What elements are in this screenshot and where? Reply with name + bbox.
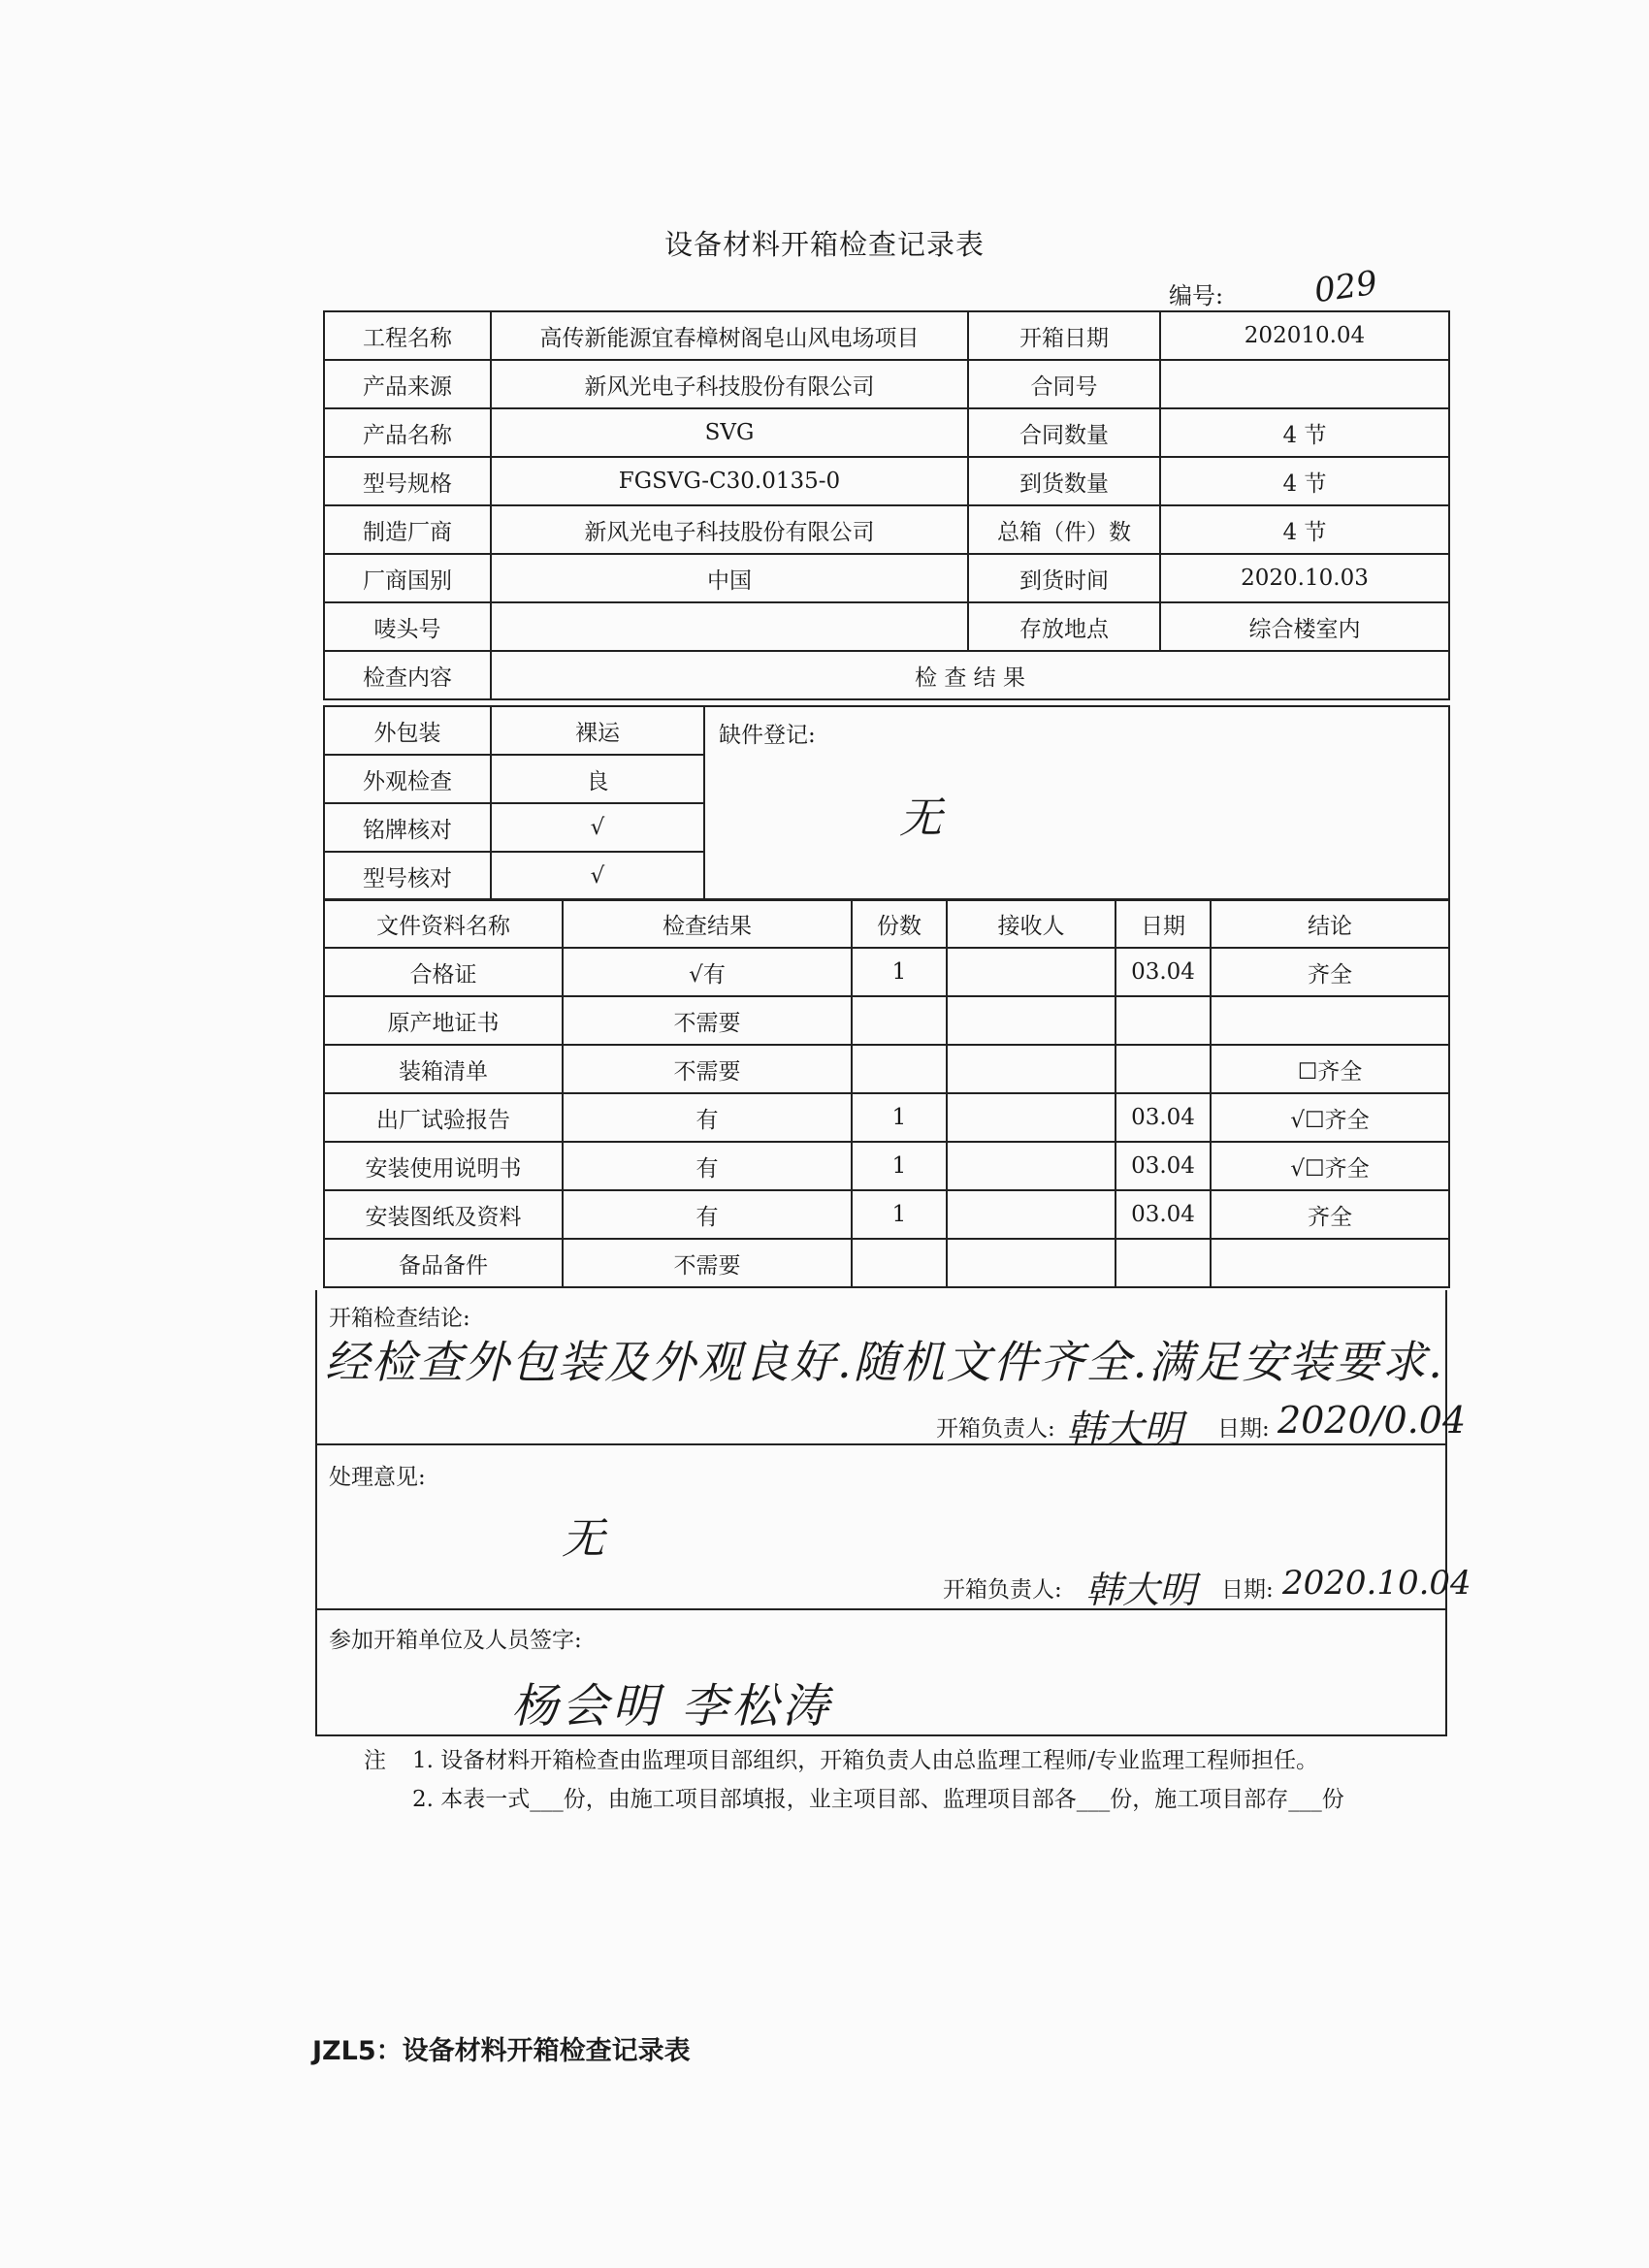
info-value: 新风光电子科技股份有限公司 [491,360,968,408]
table-cell: 03.04 [1116,948,1211,996]
table-cell [852,1239,947,1287]
info-value: SVG [491,408,968,457]
table-cell: 不需要 [563,996,852,1045]
table-cell: 不需要 [563,1045,852,1093]
table-cell: 齐全 [1211,1190,1449,1239]
table-cell: 安装图纸及资料 [324,1190,563,1239]
notes-line-1: 1. 设备材料开箱检查由监理项目部组织，开箱负责人由总监理工程师/专业监理工程师担任。 [412,1748,1319,1773]
item-value: 裸运 [491,706,704,755]
participants-label: 参加开箱单位及人员签字: [329,1628,582,1653]
info-label: 存放地点 [968,602,1160,651]
info-label: 产品来源 [324,360,491,408]
item-label: 外观检查 [324,755,491,803]
table-cell [947,1190,1116,1239]
opinion-responsible-signature: 韩大明 [1085,1569,1197,1611]
info-label: 合同数量 [968,408,1160,457]
info-label: 到货时间 [968,554,1160,602]
table-cell: 安装使用说明书 [324,1142,563,1190]
docs-header-cell: 份数 [852,899,947,948]
participants-panel [315,1608,1447,1736]
table-cell [1116,1045,1211,1093]
docs-header-cell: 文件资料名称 [324,899,563,948]
table-cell: 备品备件 [324,1239,563,1287]
table-row [324,948,1449,996]
table-row [324,996,1449,1045]
conclusion-responsible-label: 开箱负责人: [936,1416,1055,1442]
participants-signatures: 杨会明 李松涛 [511,1679,833,1733]
table-cell: 装箱清单 [324,1045,563,1093]
info-row [324,360,1449,408]
conclusion-label: 开箱检查结论: [329,1306,470,1331]
info-row [324,505,1449,554]
info-label: 唛头号 [324,602,491,651]
opinion-date-value: 2020.10.04 [1282,1564,1471,1603]
inspection-result-label: 检 查 结 果 [491,651,1449,699]
table-cell: √有 [563,948,852,996]
opinion-label: 处理意见: [329,1465,426,1490]
info-value: FGSVG-C30.0135-0 [491,457,968,505]
docs-header-cell: 接收人 [947,899,1116,948]
info-value: 高传新能源宜春樟树阁皂山风电场项目 [491,311,968,360]
info-row [324,408,1449,457]
info-label: 型号规格 [324,457,491,505]
serial-label: 编号: [1169,282,1224,309]
shortage-label: 缺件登记: [719,723,816,748]
table-cell: 03.04 [1116,1093,1211,1142]
table-cell [947,1239,1116,1287]
table-cell [1116,996,1211,1045]
info-label: 产品名称 [324,408,491,457]
table-cell [947,1045,1116,1093]
item-label: 铭牌核对 [324,803,491,852]
notes-prefix: 注 [364,1748,386,1773]
table-cell: ☐齐全 [1211,1045,1449,1093]
info-row [324,311,1449,360]
info-row [324,554,1449,602]
table-cell [947,948,1116,996]
table-cell: 03.04 [1116,1142,1211,1190]
table-cell: 不需要 [563,1239,852,1287]
info-value: 2020.10.03 [1160,554,1449,602]
table-row [324,1190,1449,1239]
notes-line-2: 2. 本表一式___份，由施工项目部填报，业主项目部、监理项目部各___份，施工项目部存___份 [412,1787,1344,1812]
info-label: 总箱（件）数 [968,505,1160,554]
item-label: 型号核对 [324,852,491,900]
table-cell [947,1142,1116,1190]
table-cell [1211,996,1449,1045]
table-cell [852,996,947,1045]
conclusion-date-value: 2020/0.04 [1277,1399,1467,1442]
info-row [324,457,1449,505]
table-cell: 合格证 [324,948,563,996]
info-label: 合同号 [968,360,1160,408]
opinion-date-label: 日期: [1221,1577,1274,1603]
table-row [324,1239,1449,1287]
table-cell [947,1093,1116,1142]
info-value [491,602,968,651]
table-cell: 齐全 [1211,948,1449,996]
conclusion-date-label: 日期: [1217,1416,1270,1442]
info-label: 工程名称 [324,311,491,360]
opinion-text: 无 [562,1514,604,1564]
info-label: 到货数量 [968,457,1160,505]
table-cell: √☐齐全 [1211,1142,1449,1190]
opinion-responsible-label: 开箱负责人: [943,1577,1062,1603]
info-value [1160,360,1449,408]
item-value: 良 [491,755,704,803]
table-cell [852,1045,947,1093]
table-cell: 有 [563,1093,852,1142]
info-value: 4 节 [1160,457,1449,505]
docs-header-cell: 日期 [1116,899,1211,948]
table-cell [1116,1239,1211,1287]
inspection-content-label: 检查内容 [324,651,491,699]
table-cell: √☐齐全 [1211,1093,1449,1142]
table-row [324,1045,1449,1093]
table-cell: 1 [852,948,947,996]
basic-info-table [323,310,1450,700]
serial-value: 029 [1311,263,1380,311]
info-label: 制造厂商 [324,505,491,554]
opinion-panel [315,1443,1471,1611]
inspection-items-table [323,705,1450,901]
info-value: 4 节 [1160,408,1449,457]
table-cell: 有 [563,1190,852,1239]
page-title: 设备材料开箱检查记录表 [663,228,985,261]
table-cell [947,996,1116,1045]
table-cell: 出厂试验报告 [324,1093,563,1142]
docs-header-cell: 检查结果 [563,899,852,948]
table-row [324,1093,1449,1142]
info-value: 202010.04 [1160,311,1449,360]
item-label: 外包装 [324,706,491,755]
item-value: √ [491,803,704,852]
info-value: 综合楼室内 [1160,602,1449,651]
table-cell: 原产地证书 [324,996,563,1045]
table-cell: 1 [852,1190,947,1239]
conclusion-panel [315,1290,1467,1452]
table-cell [1211,1239,1449,1287]
table-cell: 03.04 [1116,1190,1211,1239]
table-cell: 有 [563,1142,852,1190]
info-value: 新风光电子科技股份有限公司 [491,505,968,554]
info-value: 中国 [491,554,968,602]
info-label: 厂商国别 [324,554,491,602]
table-row [324,1142,1449,1190]
conclusion-text: 经检查外包装及外观良好.随机文件齐全.满足安装要求. [325,1336,1444,1388]
table-cell: 1 [852,1093,947,1142]
docs-header-cell: 结论 [1211,899,1449,948]
shortage-value: 无 [899,794,942,843]
info-value: 4 节 [1160,505,1449,554]
table-cell: 1 [852,1142,947,1190]
conclusion-responsible-signature: 韩大明 [1066,1408,1182,1452]
info-label: 开箱日期 [968,311,1160,360]
item-value: √ [491,852,704,900]
shortage-cell [704,706,1449,900]
info-row [324,602,1449,651]
footer-form-code: JZL5：设备材料开箱检查记录表 [312,2036,691,2066]
documents-table [323,898,1450,1288]
